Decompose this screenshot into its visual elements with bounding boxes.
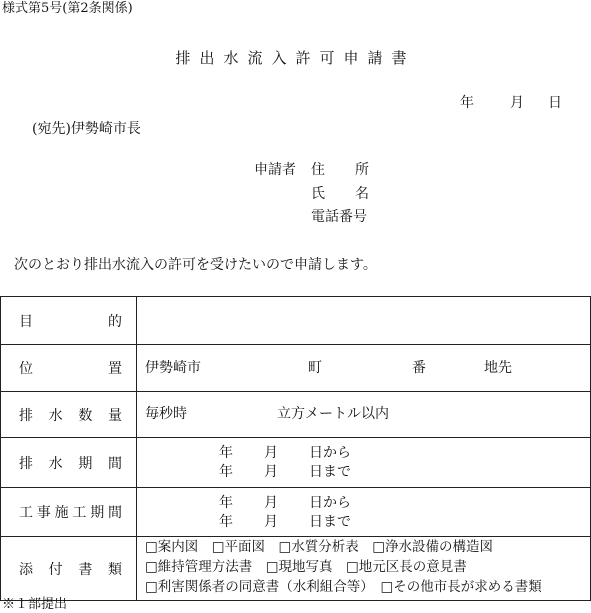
quantity-per-second: 毎秒時 (145, 406, 187, 422)
table-row-discharge-period (1, 438, 591, 488)
address-label-char-1: 住 (311, 162, 325, 178)
intro-text: 次のとおり排出水流入の許可を受けたいので申請します。 (14, 257, 377, 273)
application-table (0, 296, 591, 601)
phone-label: 電話番号 (311, 209, 367, 225)
table-row-attachments (1, 537, 591, 601)
date-month-label: 月 (510, 95, 524, 111)
construction-to-day: 日まで (309, 514, 351, 530)
table-row-purpose (1, 297, 591, 345)
location-label: 位 置 (19, 361, 122, 377)
attachments-checklist-line-3[interactable]: □利害関係者の同意書（水利組合等） □その他市長が求める書類 (145, 579, 542, 595)
construction-period-field[interactable] (137, 488, 591, 537)
form-number: 様式第5号(第2条関係) (2, 1, 133, 16)
location-ban-label: 番 (412, 360, 426, 376)
construction-from-month: 月 (264, 495, 278, 511)
document-title: 排出水流入許可申請書 (175, 49, 416, 67)
construction-from-year: 年 (219, 495, 233, 511)
discharge-to-month: 月 (264, 464, 278, 480)
applicant-label: 申請者 (254, 162, 296, 178)
table-row-construction-period (1, 488, 591, 537)
discharge-to-year: 年 (219, 464, 233, 480)
location-field[interactable] (137, 345, 591, 392)
address-label-char-2: 所 (355, 162, 369, 178)
quantity-field[interactable] (137, 392, 591, 438)
table-row-location (1, 345, 591, 392)
addressee: (宛先)伊勢崎市長 (32, 121, 141, 137)
discharge-period-field[interactable] (137, 438, 591, 488)
name-label-char-1: 氏 (311, 186, 325, 202)
quantity-unit: 立方メートル以内 (277, 406, 389, 422)
discharge-from-year: 年 (219, 445, 233, 461)
table-row-quantity (1, 392, 591, 438)
date-year-label: 年 (460, 95, 474, 111)
purpose-field[interactable] (137, 297, 591, 345)
construction-from-day: 日から (309, 495, 351, 511)
construction-to-year: 年 (219, 514, 233, 530)
purpose-label: 目 的 (19, 313, 122, 330)
location-city: 伊勢崎市 (145, 360, 201, 376)
attachments-checklist-line-2[interactable]: □維持管理方法書 □現地写真 □地元区長の意見書 (145, 559, 467, 575)
date-day-label: 日 (548, 95, 562, 111)
discharge-from-month: 月 (264, 445, 278, 461)
discharge-period-label: 排 水 期 間 (19, 455, 122, 472)
discharge-to-day: 日まで (309, 464, 351, 480)
attachments-field (137, 537, 591, 601)
construction-period-label: 工 事 施 工 期 間 (19, 505, 122, 521)
location-town-label: 町 (308, 360, 322, 376)
attachments-checklist-line-1[interactable]: □案内図 □平面図 □水質分析表 □浄水設備の構造図 (145, 539, 494, 555)
name-label-char-2: 名 (355, 186, 369, 202)
submission-note: ※１部提出 (2, 597, 68, 612)
quantity-label: 排 水 数 量 (19, 407, 122, 424)
location-chisaki-label: 地先 (484, 360, 512, 376)
construction-to-month: 月 (264, 514, 278, 530)
attachments-label: 添 付 書 類 (19, 561, 122, 578)
discharge-from-day: 日から (309, 445, 351, 461)
